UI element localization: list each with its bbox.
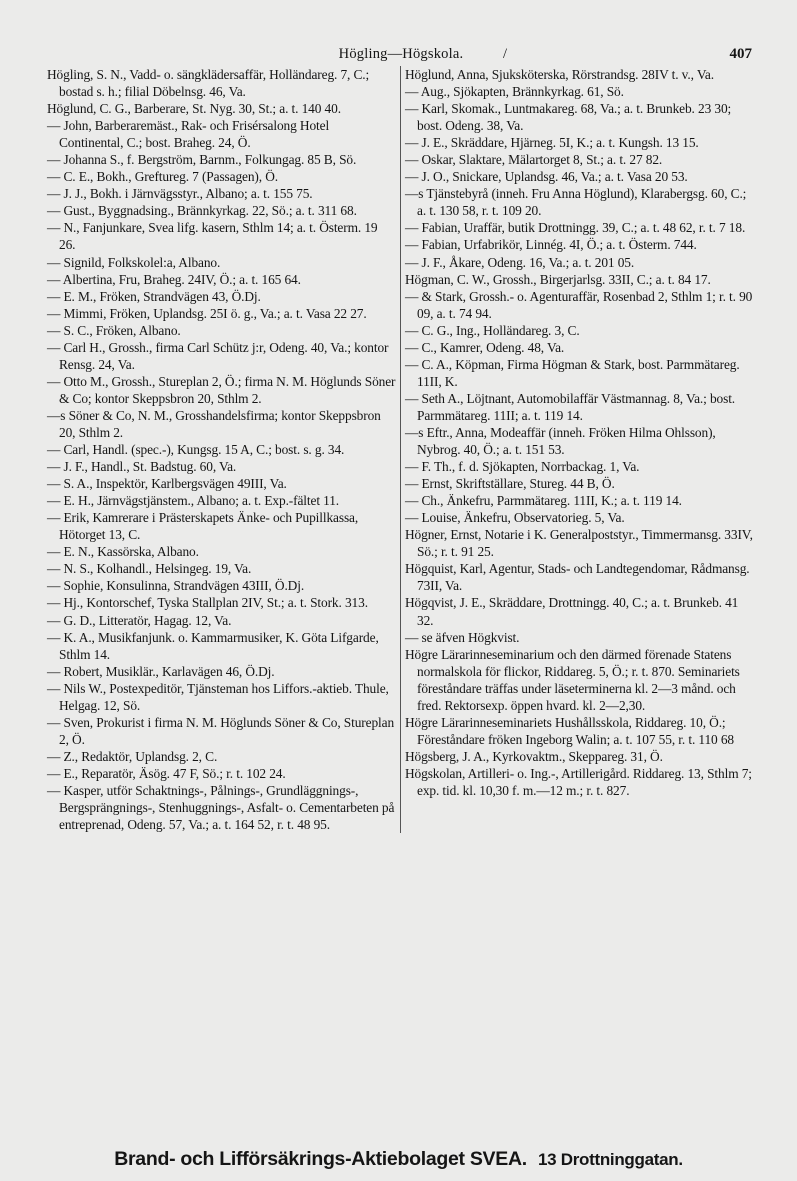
directory-entry: — J. F., Handl., St. Badstug. 60, Va. [47,459,237,475]
directory-entry: — J. O., Snickare, Uplandsg. 46, Va.; a. t. Vasa 20 53. [405,169,688,185]
page-title: Högling—Högskola. [338,46,464,62]
directory-entry: — Nils W., Postexpeditör, Tjänsteman hos Liffors.-aktieb. Thule, Helgag. 12, Sö. [47,680,389,713]
directory-entry: — G. D., Litteratör, Hagag. 12, Va. [47,612,232,628]
directory-entry: — C. E., Bokh., Greftureg. 7 (Passagen), Ö. [47,169,278,185]
directory-entry: Högsberg, J. A., Kyrkovaktm., Skeppareg. 31, Ö. [405,748,663,764]
directory-entry: — Sven, Prokurist i firma N. M. Höglunds Söner & Co, Stureplan 2, Ö. [47,714,395,747]
directory-entry: — Seth A., Löjtnant, Automobilaffär Västmannag. 8, Va.; bost. Parmmätareg. 11II; a. t. 119 14. [405,390,736,423]
directory-entry: — se äfven Högkvist. [405,629,520,645]
directory-entry: Höglund, Anna, Sjuksköterska, Rörstrandsg. 28IV t. v., Va. [405,67,714,82]
columns [47,66,755,833]
directory-entry: — Carl, Handl. (spec.-), Kungsg. 15 A, C.; bost. s. g. 34. [47,442,345,458]
directory-entry: — J. E., Skräddare, Hjärneg. 5I, K.; a. t. Kungsh. 13 15. [405,135,699,151]
right-column [401,66,755,833]
directory-entry: — Carl H., Grossh., firma Carl Schütz j:r, Odeng. 40, Va.; kontor Rensg. 24, Va. [47,339,389,372]
directory-entry: — Johanna S., f. Bergström, Barnm., Folkungag. 85 B, Sö. [47,152,357,168]
directory-entry: — S. A., Inspektör, Karlbergsvägen 49III, Va. [47,476,287,492]
directory-entry: —s Söner & Co, N. M., Grosshandelsfirma; kontor Skeppsbron 20, Sthlm 2. [47,407,381,440]
directory-entry: — E. H., Järnvägstjänstem., Albano; a. t. Exp.-fältet 11. [47,493,340,509]
directory-entry: — Sophie, Konsulinna, Strandvägen 43III, Ö.Dj. [47,578,305,594]
directory-entry: — F. Th., f. d. Sjökapten, Norrbackag. 1, Va. [405,459,640,475]
directory-entry: — Ernst, Skriftställare, Stureg. 44 B, Ö. [405,476,615,492]
directory-entry: — Kasper, utför Schaktnings-, Pålnings-, Grundläggnings-, Bergsprängnings-, Stenhuggnings-, Asfalt- o. Cementarbeten på entreprenad, Odeng. 57, Va.; a. t. 164 52, r. t. 48 95. [47,782,395,833]
directory-entry: — Albertina, Fru, Braheg. 24IV, Ö.; a. t. 165 64. [47,271,301,287]
directory-entry: — Hj., Kontorschef, Tyska Stallplan 2IV, St.; a. t. Stork. 313. [47,595,368,611]
footer-company: Brand- och Lifförsäkrings-Aktiebolaget SVEA. [114,1148,527,1170]
directory-entry: — Aug., Sjökapten, Brännkyrkag. 61, Sö. [405,84,624,100]
directory-entry: Högre Lärarinneseminarium och den därmed förenade Statens normalskola för flickor, Riddareg. 5, Ö.; r. t. 870. Seminariets föreståndare träffas under läseterminerna kl. 2—3 månd. och fred. Rektorsexp. öppen hvard. kl. 2—2,30. [405,646,740,713]
directory-entry: — Robert, Musiklär., Karlavägen 46, Ö.Dj. [47,663,275,679]
directory-entry: Högqvist, J. E., Skräddare, Drottningg. 40, C.; a. t. Brunkeb. 41 32. [405,595,739,628]
directory-entry: — Gust., Byggnadsing., Brännkyrkag. 22, Sö.; a. t. 311 68. [47,203,357,219]
directory-entry: Högre Lärarinneseminariets Hushållsskola, Riddareg. 10, Ö.; Föreståndare fröken Ingeborg Walin; a. t. 107 55, r. t. 110 68 [405,714,735,747]
directory-entry: — Louise, Änkefru, Observatorieg. 5, Va. [405,510,625,526]
directory-entry: — N., Fanjunkare, Svea lifg. kasern, Sthlm 14; a. t. Österm. 19 26. [47,220,378,253]
directory-entry: — C., Kamrer, Odeng. 48, Va. [405,339,565,355]
directory-entry: — John, Barberaremäst., Rak- och Frisérsalong Hotel Continental, C.; bost. Braheg. 24, Ö. [47,118,330,151]
directory-entry: — E. M., Fröken, Strandvägen 43, Ö.Dj. [47,288,261,304]
directory-entry: — C. G., Ing., Holländareg. 3, C. [405,322,580,338]
directory-entry: — K. A., Musikfanjunk. o. Kammarmusiker, K. Göta Lifgarde, Sthlm 14. [47,629,379,662]
directory-entry: Högman, C. W., Grossh., Birgerjarlsg. 33II, C.; a. t. 84 17. [405,271,711,287]
directory-entry: — Mimmi, Fröken, Uplandsg. 25I ö. g., Va.; a. t. Vasa 22 27. [47,305,367,321]
footer-advertisement [0,1148,797,1171]
directory-entry: — Fabian, Uraffär, butik Drottningg. 39, C.; a. t. 48 62, r. t. 7 18. [405,220,746,236]
directory-entry: Högner, Ernst, Notarie i K. Generalpoststyr., Timmermansg. 33IV, Sö.; r. t. 91 25. [405,527,753,560]
directory-entry: — Ch., Änkefru, Parmmätareg. 11II, K.; a. t. 119 14. [405,493,682,509]
directory-entry: —s Tjänstebyrå (inneh. Fru Anna Höglund), Klarabergsg. 60, C.; a. t. 130 58, r. t. 109 20. [405,186,747,219]
directory-entry: — S. C., Fröken, Albano. [47,322,181,338]
page-number: 407 [729,46,752,62]
directory-entry: — Fabian, Urfabrikör, Linnég. 4I, Ö.; a. t. Österm. 744. [405,237,697,253]
directory-entry: — Otto M., Grossh., Stureplan 2, Ö.; firma N. M. Höglunds Söner & Co; kontor Skeppsbron 20, Sthlm 2. [47,373,396,406]
directory-entry: — Signild, Folkskolel:a, Albano. [47,254,221,270]
directory-entry: —s Eftr., Anna, Modeaffär (inneh. Fröken Hilma Ohlsson), Nybrog. 40, Ö.; a. t. 151 53. [405,424,716,458]
directory-entry: — E., Reparatör, Äsög. 47 F, Sö.; r. t. 102 24. [47,765,286,781]
directory-entry: Högskolan, Artilleri- o. Ing.-, Artillerigård. Riddareg. 13, Sthlm 7; exp. tid. kl. 10,30 f. m.—12 m.; r. t. 827. [405,765,752,798]
directory-entry: — Oskar, Slaktare, Mälartorget 8, St.; a. t. 27 82. [405,152,663,168]
directory-entry: — J. J., Bokh. i Järnvägsstyr., Albano; a. t. 155 75. [47,186,313,202]
page-mark: / [503,46,508,62]
directory-entry: — J. F., Åkare, Odeng. 16, Va.; a. t. 201 05. [405,254,635,270]
directory-entry: Högquist, Karl, Agentur, Stads- och Landtegendomar, Rådmansg. 73II, Va. [405,561,750,594]
directory-entry: — Z., Redaktör, Uplandsg. 2, C. [47,748,218,764]
running-head [50,46,752,68]
directory-entry: — C. A., Köpman, Firma Högman & Stark, bost. Parmmätareg. 11II, K. [405,356,740,389]
directory-entry: Högling, S. N., Vadd- o. sängklädersaffär, Holländareg. 7, C.; bostad s. h.; filial Döbelnsg. 46, Va. [47,67,370,100]
footer-address: 13 Drottninggatan. [537,1150,683,1169]
directory-entry: — & Stark, Grossh.- o. Agenturaffär, Rosenbad 2, Sthlm 1; r. t. 90 09, a. t. 74 94. [405,288,753,321]
directory-entry: Höglund, C. G., Barberare, St. Nyg. 30, St.; a. t. 140 40. [47,101,341,117]
directory-entry: — E. N., Kassörska, Albano. [47,544,199,560]
left-column [47,66,401,833]
directory-entry: — N. S., Kolhandl., Helsingeg. 19, Va. [47,561,252,577]
directory-entry: — Karl, Skomak., Luntmakareg. 68, Va.; a. t. Brunkeb. 23 30; bost. Odeng. 38, Va. [405,101,732,134]
directory-entry: — Erik, Kamrerare i Prästerskapets Änke- och Pupillkassa, Hötorget 13, C. [47,510,359,543]
